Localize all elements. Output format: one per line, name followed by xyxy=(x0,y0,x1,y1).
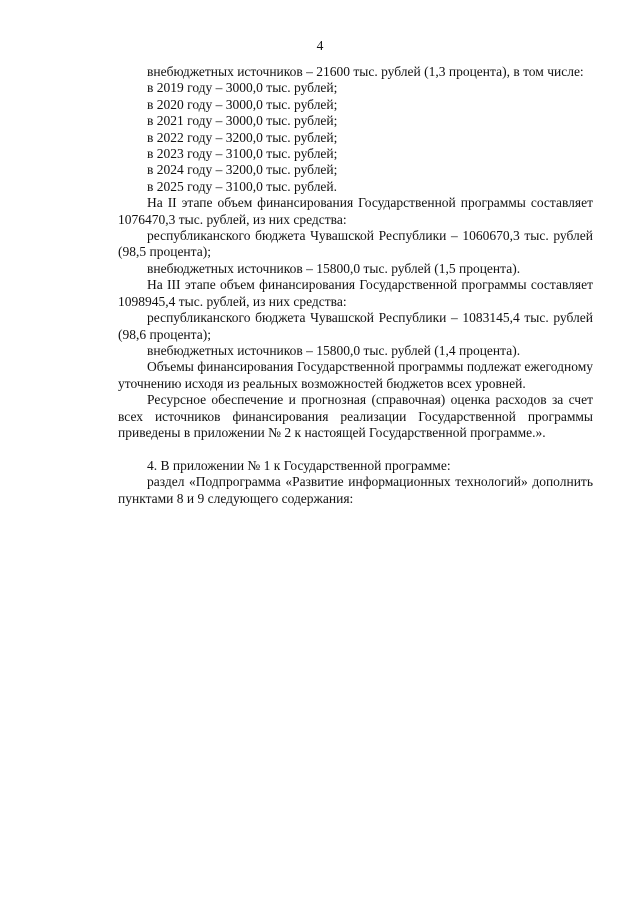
paragraph-stage-2-offbudget: внебюджетных источников – 15800,0 тыс. рублей (1,5 процента). xyxy=(147,260,521,276)
year-item-2023: в 2023 году – 3100,0 тыс. рублей; xyxy=(147,146,338,162)
paragraph-resource-provision: Ресурсное обеспечение и прогнозная (справочная) оценка расходов за счет всех источников финансирования реализации Государственной программы приведены в приложении № 2 к настоящей Государственной программе.». xyxy=(118,392,593,440)
year-item-2025: в 2025 году – 3100,0 тыс. рублей. xyxy=(147,178,338,194)
year-item-2024: в 2024 году – 3200,0 тыс. рублей; xyxy=(147,162,338,178)
paragraph-stage-2-republican: республиканского бюджета Чувашской Республики – 1060670,3 тыс. рублей (98,5 процента); xyxy=(118,228,593,260)
paragraph-offbudget-total: внебюджетных источников – 21600 тыс. рублей (1,3 процента), в том числе: xyxy=(147,64,584,79)
section-4-heading: 4. В приложении № 1 к Государственной программе: xyxy=(147,457,451,473)
paragraph-stage-3-republican: республиканского бюджета Чувашской Республики – 1083145,4 тыс. рублей (98,6 процента); xyxy=(118,310,593,342)
paragraph-stage-3-offbudget: внебюджетных источников – 15800,0 тыс. рублей (1,4 процента). xyxy=(147,342,521,358)
yearly-funding-list xyxy=(118,80,593,195)
document-body xyxy=(118,64,593,507)
section-4-body: раздел «Подпрограмма «Развитие информационных технологий» дополнить пунктами 8 и 9 следующего содержания: xyxy=(118,474,593,506)
year-item-2022: в 2022 году – 3200,0 тыс. рублей; xyxy=(147,129,338,145)
paragraph-annual-adjustment: Объемы финансирования Государственной программы подлежат ежегодному уточнению исходя из реальных возможностей бюджетов всех уровней. xyxy=(118,359,593,391)
year-item-2019: в 2019 году – 3000,0 тыс. рублей; xyxy=(147,80,338,96)
page-number: 4 xyxy=(316,38,324,53)
year-item-2020: в 2020 году – 3000,0 тыс. рублей; xyxy=(147,96,338,112)
paragraph-stage-3: На III этапе объем финансирования Государственной программы составляет 1098945,4 тыс. рублей, из них средства: xyxy=(118,277,593,309)
paragraph-stage-2: На II этапе объем финансирования Государственной программы составляет 1076470,3 тыс. рублей, из них средства: xyxy=(118,195,593,227)
year-item-2021: в 2021 году – 3000,0 тыс. рублей; xyxy=(147,113,338,129)
